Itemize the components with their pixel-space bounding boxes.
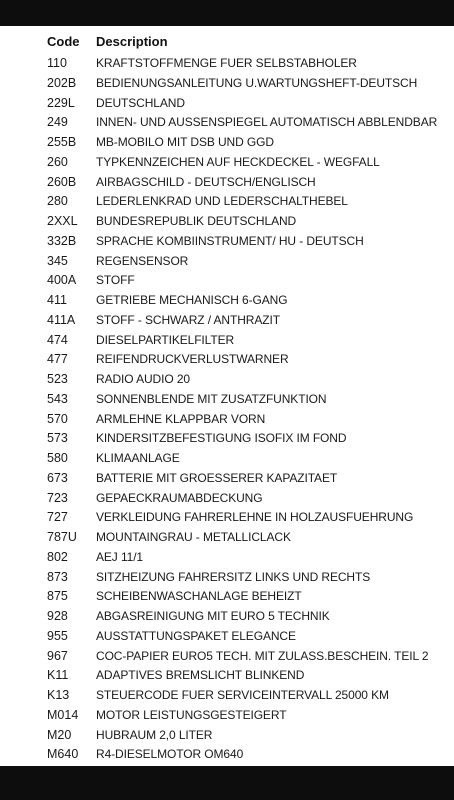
option-code: 543 (47, 391, 68, 406)
table-row (0, 192, 454, 212)
table-row (0, 548, 454, 568)
option-code: 967 (47, 648, 68, 663)
table-row (0, 647, 454, 667)
option-code: 873 (47, 569, 68, 584)
option-code: 802 (47, 549, 68, 564)
option-code: M20 (47, 727, 72, 742)
table-row (0, 232, 454, 252)
option-code: 474 (47, 332, 68, 347)
option-code: K13 (47, 688, 70, 702)
option-description: HUBRAUM 2,0 LITER (96, 727, 213, 742)
table-row (0, 291, 454, 311)
option-description: KINDERSITZBEFESTIGUNG ISOFIX IM FOND (96, 431, 347, 446)
option-code: 280 (47, 194, 68, 209)
option-code: 875 (47, 589, 68, 604)
table-row (0, 666, 454, 686)
table-row (0, 489, 454, 509)
option-code: 727 (47, 510, 68, 525)
option-description: COC-PAPIER EURO5 TECH. MIT ZULASS.BESCHEIN. TEIL 2 (96, 648, 429, 663)
option-description: REIFENDRUCKVERLUSTWARNER (96, 352, 289, 367)
table-header (0, 34, 454, 54)
option-description: ABGASREINIGUNG MIT EURO 5 TECHNIK (96, 609, 330, 623)
table-row (0, 568, 454, 588)
option-code-list (0, 54, 454, 765)
header-description: Description (96, 34, 168, 49)
option-code: 673 (47, 470, 68, 485)
table-row (0, 74, 454, 94)
option-description: STOFF - SCHWARZ / ANTHRAZIT (96, 312, 280, 327)
table-row (0, 410, 454, 430)
option-code: 249 (47, 115, 68, 130)
option-description: INNEN- UND AUSSENSPIEGEL AUTOMATISCH ABBLENDBAR (96, 115, 438, 130)
table-row (0, 449, 454, 469)
option-code: 573 (47, 431, 68, 446)
table-row (0, 726, 454, 746)
option-code: 345 (47, 253, 68, 268)
table-row (0, 212, 454, 232)
option-description: MB-MOBILO MIT DSB UND GGD (96, 135, 274, 149)
option-code: 260B (47, 174, 77, 189)
option-code: 202B (47, 75, 77, 90)
option-code: 580 (47, 451, 68, 465)
table-row (0, 508, 454, 528)
option-code: M014 (47, 707, 79, 722)
table-row (0, 133, 454, 153)
table-row (0, 627, 454, 647)
table-row (0, 94, 454, 114)
table-row (0, 331, 454, 351)
option-description: AUSSTATTUNGSPAKET ELEGANCE (96, 628, 296, 643)
option-description: GETRIEBE MECHANISCH 6-GANG (96, 293, 288, 307)
table-row (0, 528, 454, 548)
option-code: 477 (47, 352, 68, 367)
option-description: ARMLEHNE KLAPPBAR VORN (96, 411, 266, 426)
option-description: SCHEIBENWASCHANLAGE BEHEIZT (96, 589, 302, 604)
option-description: DEUTSCHLAND (96, 95, 185, 110)
option-description: MOUNTAINGRAU - METALLICLACK (96, 530, 291, 544)
option-code: 411 (47, 293, 67, 307)
option-description: AIRBAGSCHILD - DEUTSCH/ENGLISCH (96, 174, 316, 189)
table-row (0, 173, 454, 193)
option-code: 260 (47, 154, 68, 169)
option-description: MOTOR LEISTUNGSGESTEIGERT (96, 707, 287, 722)
option-code: 110 (47, 56, 67, 70)
table-row (0, 686, 454, 706)
option-description: AEJ 11/1 (96, 549, 144, 564)
option-description: VERKLEIDUNG FAHRERLEHNE IN HOLZAUSFUEHRUNG (96, 510, 414, 525)
option-description: KLIMAANLAGE (96, 451, 180, 465)
option-description: LEDERLENKRAD UND LEDERSCHALTHEBEL (96, 194, 348, 209)
option-code: 255B (47, 135, 77, 149)
table-row (0, 745, 454, 765)
bottom-screen-bar (0, 766, 454, 800)
option-description: DIESELPARTIKELFILTER (96, 332, 235, 347)
table-row (0, 54, 454, 74)
option-description: STEUERCODE FUER SERVICEINTERVALL 25000 KM (96, 688, 389, 702)
option-code: 570 (47, 411, 68, 426)
table-row (0, 311, 454, 331)
option-code: 411A (47, 312, 76, 327)
option-code: 523 (47, 372, 68, 386)
option-description: R4-DIESELMOTOR OM640 (96, 747, 244, 762)
option-code: 332B (47, 233, 77, 248)
option-code: 955 (47, 628, 68, 643)
option-description: REGENSENSOR (96, 253, 189, 268)
top-screen-bar (0, 0, 454, 26)
table-row (0, 390, 454, 410)
option-code: 400A (47, 273, 77, 288)
option-code: 2XXL (47, 214, 78, 228)
table-row (0, 587, 454, 607)
table-row (0, 370, 454, 390)
option-description: BATTERIE MIT GROESSERER KAPAZITAET (96, 470, 338, 485)
option-description: GEPAECKRAUMABDECKUNG (96, 490, 263, 505)
option-description: SITZHEIZUNG FAHRERSITZ LINKS UND RECHTS (96, 569, 371, 584)
table-row (0, 113, 454, 133)
option-description: TYPKENNZEICHEN AUF HECKDECKEL - WEGFALL (96, 154, 380, 169)
header-code: Code (47, 34, 80, 49)
option-code: 723 (47, 490, 68, 505)
option-code: 928 (47, 609, 68, 623)
option-description: SONNENBLENDE MIT ZUSATZFUNKTION (96, 391, 327, 406)
option-code: 787U (47, 530, 77, 544)
table-row (0, 429, 454, 449)
option-description: RADIO AUDIO 20 (96, 372, 190, 386)
option-description: KRAFTSTOFFMENGE FUER SELBSTABHOLER (96, 56, 357, 70)
option-codes-document (0, 26, 454, 766)
table-row (0, 469, 454, 489)
table-row (0, 153, 454, 173)
option-description: ADAPTIVES BREMSLICHT BLINKEND (96, 668, 305, 683)
option-description: BEDIENUNGSANLEITUNG U.WARTUNGSHEFT-DEUTSCH (96, 75, 418, 90)
option-description: STOFF (96, 273, 135, 288)
option-code: 229L (47, 95, 75, 110)
table-row (0, 706, 454, 726)
table-row (0, 350, 454, 370)
option-code: M640 (47, 747, 79, 762)
table-row (0, 271, 454, 291)
option-description: BUNDESREPUBLIK DEUTSCHLAND (96, 214, 297, 228)
option-description: SPRACHE KOMBIINSTRUMENT/ HU - DEUTSCH (96, 233, 364, 248)
table-row (0, 252, 454, 272)
option-code: K11 (47, 668, 69, 683)
table-row (0, 607, 454, 627)
